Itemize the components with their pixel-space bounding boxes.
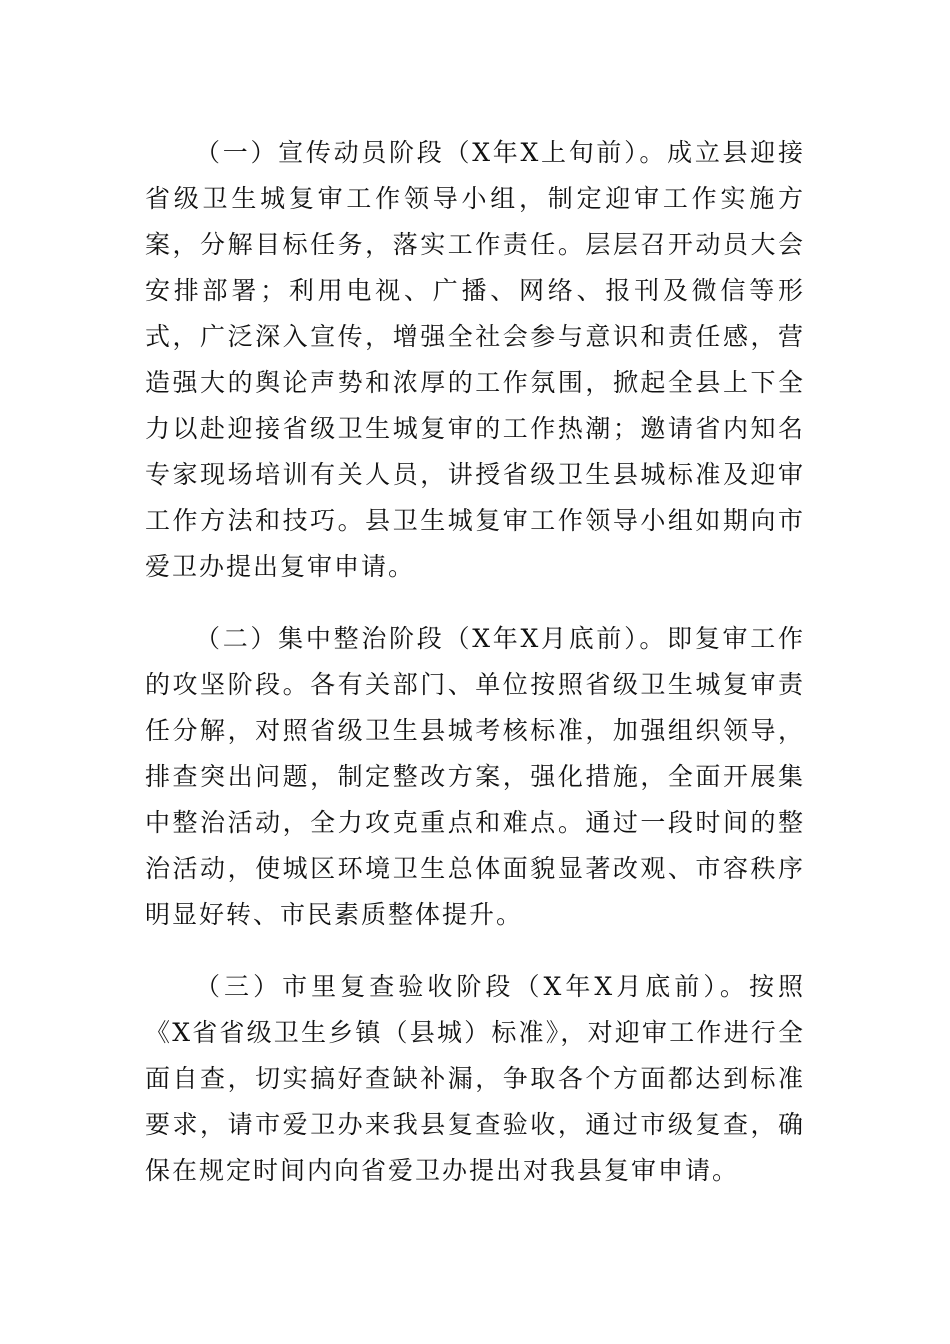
document-body	[145, 130, 805, 1220]
paragraph-stage-2: （二）集中整治阶段（X年X月底前）。即复审工作的攻坚阶段。各有关部门、单位按照省级卫生城复审责任分解，对照省级卫生县城考核标准，加强组织领导，排查突出问题，制定整改方案，强化措施，全面开展集中整治活动，全力攻克重点和难点。通过一段时间的整治活动，使城区环境卫生总体面貌显著改观、市容秩序明显好转、市民素质整体提升。	[145, 624, 805, 929]
paragraph-stage-3: （三）市里复查验收阶段（X年X月底前）。按照《X省省级卫生乡镇（县城）标准》，对迎审工作进行全面自查，切实搞好查缺补漏，争取各个方面都达到标准要求，请市爱卫办来我县复查验收，通过市级复查，确保在规定时间内向省爱卫办提出对我县复审申请。	[145, 972, 805, 1185]
paragraph-stage-1: （一）宣传动员阶段（X年X上旬前）。成立县迎接省级卫生城复审工作领导小组，制定迎审工作实施方案，分解目标任务，落实工作责任。层层召开动员大会安排部署；利用电视、广播、网络、报刊及微信等形式，广泛深入宣传，增强全社会参与意识和责任感，营造强大的舆论声势和浓厚的工作氛围，掀起全县上下全力以赴迎接省级卫生城复审的工作热潮；邀请省内知名专家现场培训有关人员，讲授省级卫生县城标准及迎审工作方法和技巧。县卫生城复审工作领导小组如期向市爱卫办提出复审申请。	[145, 138, 805, 581]
